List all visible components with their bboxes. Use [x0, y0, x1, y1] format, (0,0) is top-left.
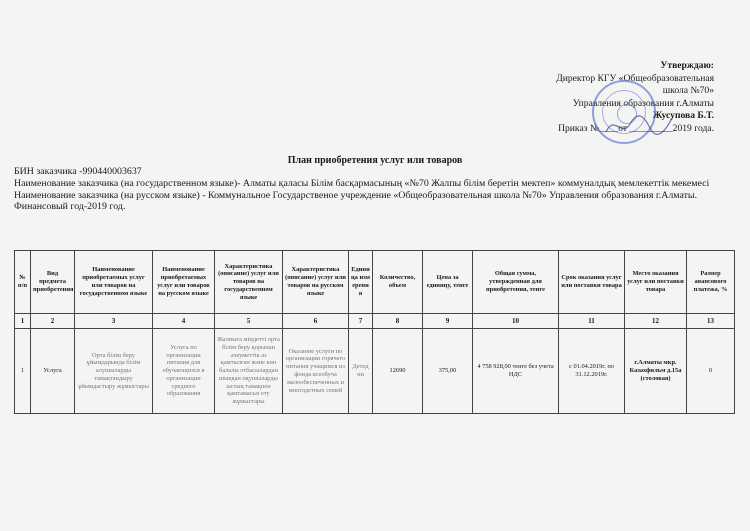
column-number: 13	[687, 314, 735, 329]
customer-name-kz: Наименование заказчика (на государственном языке)- Алматы қаласы Білім басқармасының «№70 Жалпы білім беретін мектеп» коммуналдық мемлекеттік мекемесі	[14, 177, 710, 189]
column-header: Единица измерения	[349, 251, 373, 314]
cell-total: 4 758 928,00 тенге без учета НДС	[473, 329, 559, 414]
cell-desc-ru: Оказание услуги по организации горячего питания учащимся из фонда всеобуча малообеспеченных и многодетных семей	[283, 329, 349, 414]
cell-desc-kz: Жалпыға міндетті орта білім беру қорынан әлеуметтік аз қамтылған және көп балалы отбасылардан шыққан оқушыларды ыстық тамақпен қамтамасыз ету жұмыстары	[215, 329, 283, 414]
table-header-row	[15, 251, 735, 314]
approval-signatory: Жусупова Б.Т.	[652, 110, 714, 121]
column-header: Характеристика (описание) услуг или товаров на русском языке	[283, 251, 349, 314]
table-row	[15, 329, 735, 414]
column-number: 9	[423, 314, 473, 329]
cell-number: 1	[15, 329, 31, 414]
cell-place: г.Алматы мкр. Казахфильм д.15а (столовая)	[625, 329, 687, 414]
approval-line: Директор КГУ «Общеобразовательная	[556, 72, 714, 84]
column-number: 6	[283, 314, 349, 329]
column-number: 3	[75, 314, 153, 329]
column-header: Общая сумма, утвержденная для приобретения, тенге	[473, 251, 559, 314]
approval-line: Управления образования г.Алматы	[572, 97, 714, 109]
column-header: Количество, объем	[373, 251, 423, 314]
customer-name-ru: Наименование заказчика (на русском языке) - Коммунальное Государственое учреждение «Общеобразовательная школа №70» Управления образования г.Алматы.	[14, 189, 698, 201]
signature-mark	[604, 110, 674, 140]
column-number: 5	[215, 314, 283, 329]
column-number-row	[15, 314, 735, 329]
column-number: 11	[559, 314, 625, 329]
column-number: 1	[15, 314, 31, 329]
cell-quantity: 12690	[373, 329, 423, 414]
column-number: 4	[153, 314, 215, 329]
cell-unit: Детодни	[349, 329, 373, 414]
column-header: Наименование приобретаемых услуг или товаров на государственном языке	[75, 251, 153, 314]
column-header: Срок оказания услуг или поставки товара	[559, 251, 625, 314]
column-number: 2	[31, 314, 75, 329]
column-header: Размер авансового платежа, %	[687, 251, 735, 314]
cell-term: с 01.04.2019г. по 31.12.2019г.	[559, 329, 625, 414]
cell-type: Услуга	[31, 329, 75, 414]
approval-order: Приказ №____от _________2019 года.	[558, 122, 714, 134]
column-number: 7	[349, 314, 373, 329]
procurement-table	[14, 250, 735, 414]
column-header: Место оказания услуг или поставки товара	[625, 251, 687, 314]
fiscal-year: Финансовый год-2019 год.	[14, 201, 126, 213]
cell-advance: 0	[687, 329, 735, 414]
cell-price: 375,00	[423, 329, 473, 414]
column-header: Наименование приобретаемых услуг или товаров на русском языке	[153, 251, 215, 314]
approval-line: школа №70»	[662, 85, 714, 96]
document-title: План приобретения услуг или товаров	[287, 155, 463, 166]
column-header: Цена за единицу, тенге	[423, 251, 473, 314]
column-number: 10	[473, 314, 559, 329]
column-header: № п/п	[15, 251, 31, 314]
cell-name-kz: Орта білім беру ұйымдарында білім алушыларды тамақтандыру ұйымдастыру жұмыстары	[75, 329, 153, 414]
column-number: 12	[625, 314, 687, 329]
customer-info	[14, 166, 734, 213]
column-header: Вид предмета приобретения	[31, 251, 75, 314]
column-header: Характеристика (описание) услуг или товаров на государственном языке	[215, 251, 283, 314]
cell-name-ru: Услуга по организации питания для обучающихся в организации среднего образования	[153, 329, 215, 414]
approval-heading: Утверждаю:	[660, 60, 714, 71]
column-number: 8	[373, 314, 423, 329]
customer-bin: БИН заказчика -990440003637	[14, 166, 142, 177]
